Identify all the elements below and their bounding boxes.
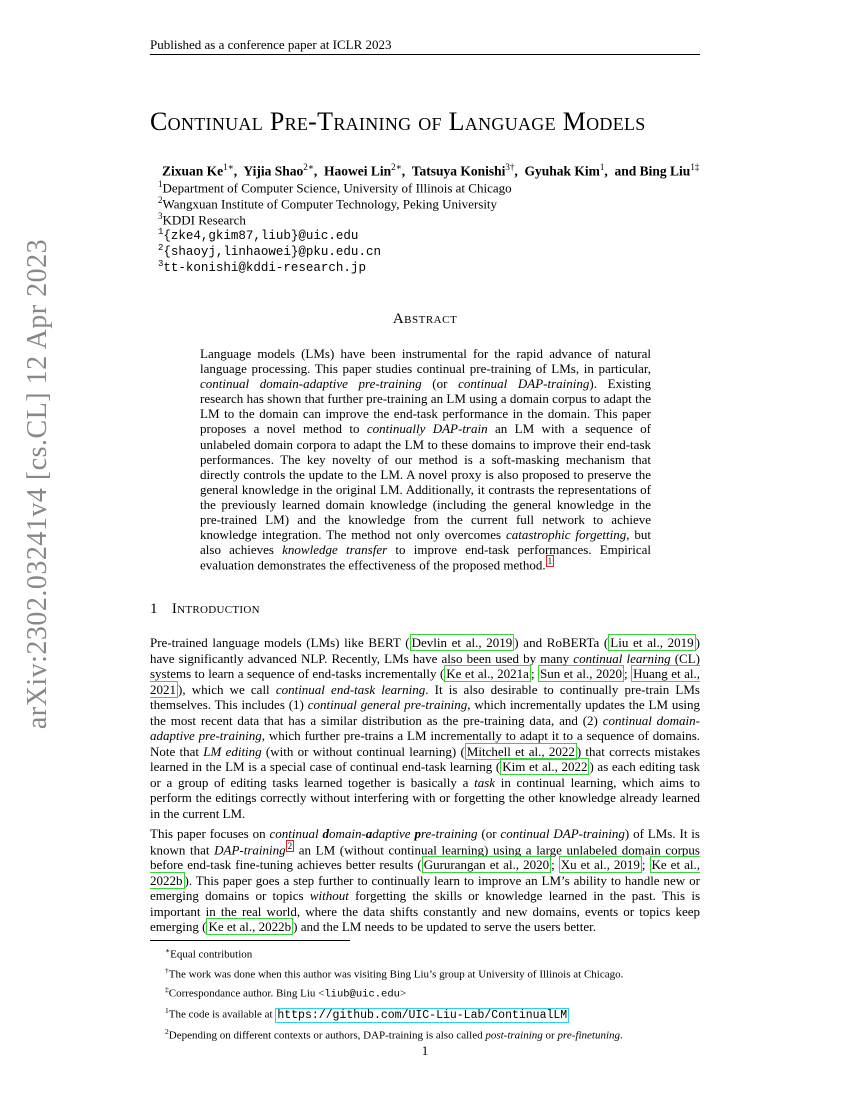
author-marker: 3† bbox=[505, 162, 515, 172]
section-number: 1 bbox=[150, 601, 158, 617]
section-heading bbox=[150, 601, 260, 618]
citation-link[interactable]: Ke et al., 2022b bbox=[150, 857, 700, 888]
author-list: Zixuan $Ke^{1∗}$, Yijia Shao$^{2∗}$, Haowei Lin$^{2∗}$, Tatsuya Konishi$^{3\dagger}$, Gyuhak Kim$^1$, and Bing Liu$^{1\ddagger}$ bbox=[162, 162, 700, 179]
author-marker: 1‡ bbox=[690, 162, 700, 172]
citation-link[interactable]: Liu et al., 2019 bbox=[610, 635, 694, 650]
citation-link[interactable]: Ke et al., 2021a bbox=[446, 666, 529, 681]
footnote-link-2[interactable]: 2 bbox=[287, 840, 293, 851]
citation-link[interactable]: Mitchell et al., 2022 bbox=[466, 743, 575, 759]
correspondence-email[interactable]: liub@uic.edu bbox=[324, 988, 400, 1001]
author-marker: 1∗ bbox=[223, 162, 234, 172]
affiliation-3: $^3$KDDI Research bbox=[158, 211, 246, 228]
citation-link[interactable]: Sun et al., 2020 bbox=[540, 666, 622, 681]
footnote-link-1[interactable]: 1 bbox=[547, 556, 553, 567]
author-marker: 2∗ bbox=[391, 162, 402, 172]
citation-link[interactable]: Ke et al., 2022b bbox=[208, 919, 292, 935]
footnotes bbox=[165, 943, 700, 1043]
footnote-divider bbox=[150, 940, 350, 941]
arxiv-sidebar bbox=[22, 238, 54, 730]
section-title: Introduction bbox=[171, 601, 260, 617]
email-1: $^1${zke4,gkim87,liub}@uic.edu bbox=[158, 227, 359, 244]
running-header: Published as a conference paper at ICLR 2023 bbox=[150, 37, 700, 55]
footnote-dap-training: $^2$Depending on different contexts or authors, DAP-training is also called post-training or pre-finetuning. bbox=[165, 1026, 623, 1042]
citation-link[interactable]: Xu et al., 2019 bbox=[560, 857, 640, 873]
email-3: $^3$tt-konishi@kddi-research.jp bbox=[158, 259, 366, 276]
author-name: Haowei Lin bbox=[324, 163, 392, 179]
citation-link[interactable]: Devlin et al., 2019 bbox=[411, 635, 513, 650]
arxiv-identifier: arXiv:2302.03241v4 [cs.CL] 12 Apr 2023 bbox=[22, 238, 53, 730]
abstract-body: Language models (LMs) have been instrumental for the rapid advance of natural language processing. This paper studies continual pre-training of LMs, in particular, continual domain-adaptive pre-training (or continual DAP-training). Existing research has shown that further pre-training an LM using a domain corpus to adapt the LM to the domain can improve the end-task performance in the domain. This paper proposes a novel method to continually DAP-train an LM with a sequence of unlabeled domain corpora to adapt the LM to these domains to improve their end-task performances. The key novelty of our method is a soft-masking mechanism that directly controls the update to the LM. A novel proxy is also proposed to preserve the general knowledge in the original LM. Additionally, it contrasts the representations of the previously learned domain knowledge (including the general knowledge in the pre-trained LM) and the knowledge from the current full network to achieve knowledge integration. The method not only overcomes catastrophic forgetting, but also achieves knowledge transfer to improve end-task performances. Empirical evaluation demonstrates the effectiveness of the proposed method. $^1$ bbox=[200, 346, 651, 573]
footnote-visiting: †The work was done when this author was visiting Bing Liu’s group at University of Illinois at Chicago. bbox=[165, 965, 624, 981]
affiliation-1: $^1$Department of Computer Science, University of Illinois at Chicago bbox=[158, 179, 512, 196]
citation-link[interactable]: Huang et al., 2021 bbox=[150, 666, 700, 697]
footnote-correspondence: ‡Correspondance author. Bing Liu <liub@uic.edu> bbox=[165, 985, 407, 1001]
email-2: $^2${shaoyj,linhaowei}@pku.edu.cn bbox=[158, 243, 381, 260]
citation-link[interactable]: Kim et al., 2022 bbox=[502, 759, 588, 774]
author-name: Gyuhak Kim bbox=[524, 163, 600, 179]
author-name: Yijia Shao bbox=[243, 163, 304, 179]
author-marker: 1 bbox=[599, 162, 605, 172]
code-url-link[interactable]: https://github.com/UIC-Liu-Lab/ContinualLM bbox=[277, 1008, 568, 1022]
abstract-heading: Abstract bbox=[392, 311, 458, 327]
author-name: Tatsuya Konishi bbox=[411, 163, 506, 179]
citation-link[interactable]: Gururangan et al., 2020 bbox=[423, 857, 550, 873]
footnote-code: $^1$The code is available at https://github.com/UIC-Liu-Lab/ContinualLM bbox=[165, 1005, 568, 1022]
author-marker: 2∗ bbox=[303, 162, 314, 172]
affiliation-2: $^2$Wangxuan Institute of Computer Technology, Peking University bbox=[158, 195, 498, 212]
paper-title: Continual Pre-Training of Language Models bbox=[150, 107, 646, 136]
intro-paragraph-1: Pre-trained language models (LMs) like BERT ( Devlin et al., 2019 ) and RoBERTa ( Liu et al., 2019 ) have significantly advanced NLP. Recently, LMs have also been used by many continual learning (CL) systems to learn a sequence of end-tasks incrementally ( Ke et al., 2021a ; Sun et al., 2020 ; Huang et al., 2021 ), which we call continual end-task learning. It is also desirable to continually pre-train LMs themselves. This includes (1) continual general pre-training, which incrementally updates the LM using the most recent data that has a similar distribution as the pre-training data, and (2) continual domain-adaptive pre-training, which further pre-trains a LM incrementally to adapt it to a sequence of domains. Note that LM editing (with or without continual learning) ( Mitchell et al., 2022 ) that corrects mistakes learned in the LM is a special case of continual end-task learning ( Kim et al., 2022 ) as each editing task or a group of editing tasks learned together is basically a task in continual learning, which aims to perform the editings correctly without interfering with or forgetting the other knowledge already learned in the current LM. bbox=[150, 635, 701, 821]
footnote-equal-contribution: ∗Equal contribution bbox=[165, 946, 253, 961]
author-name: and Bing Liu bbox=[614, 163, 691, 179]
author-name: Zixuan Ke bbox=[162, 163, 224, 179]
page-number: 1 bbox=[421, 1043, 429, 1058]
intro-paragraph-2: This paper focuses on continual domain-adaptive pre-training (or continual DAP-training) of LMs. It is known that DAP-training $^2$ an LM (without continual learning) using a large unlabeled domain corpus before end-task fine-tuning achieves better results ( Gururangan et al., 2020 ; Xu et al., 2019 ; Ke et al., 2022b ). This paper goes a step further to continually learn to improve an LM’s ability to handle new or emerging domains or topics without forgetting the skills or knowledge learned in the past. This is important in the real world, where the data shifts constantly and new domains, events or topics keep emerging ( Ke et al., 2022b ) and the LM needs to be updated to serve the users better. bbox=[150, 826, 701, 935]
